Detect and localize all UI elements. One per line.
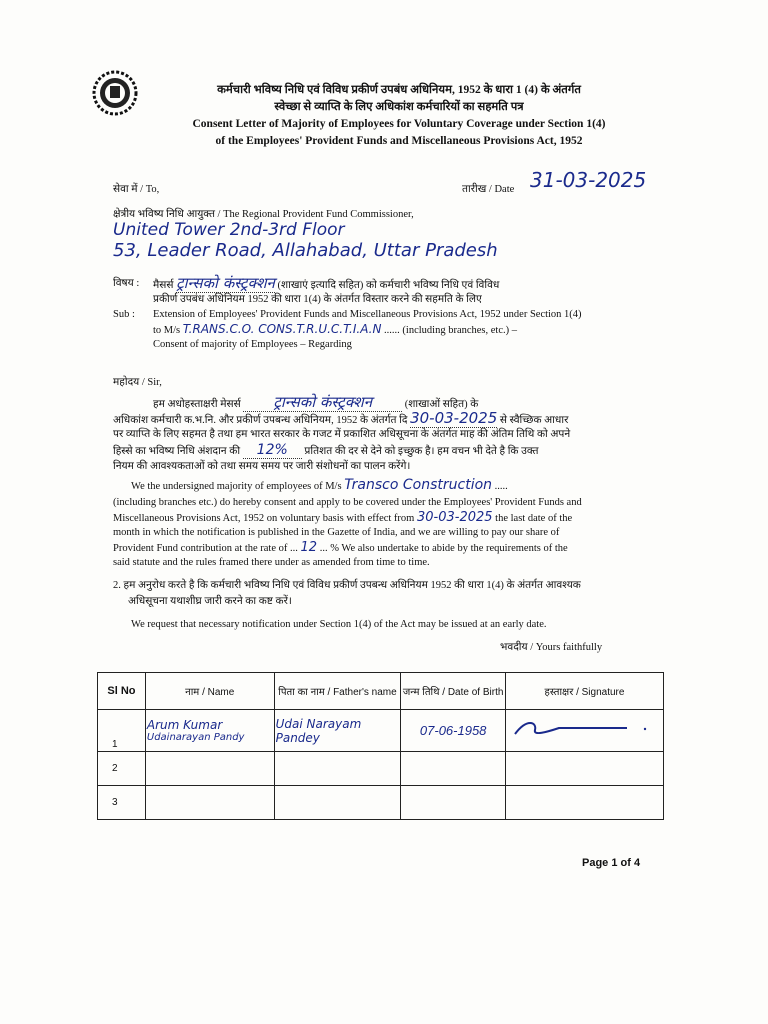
sl-cell: 3 [98,786,146,820]
hindi-para-firm: ट्रान्सको कंस्ट्रक्शन [243,393,402,412]
eng-para-l5-prefix: Provident Fund contribution at the rate of ... [113,543,298,554]
subject-eng-line1: Extension of Employees' Provident Funds and Miscellaneous Provisions Act, 1952 under Section 1(4) [153,309,582,320]
subject-eng-rest: ...... (including branches, etc.) – [384,325,518,336]
signature-cell [506,710,664,752]
table-header-row [98,673,664,710]
table-row [98,710,664,752]
hindi-para-rate: 12% [243,442,302,459]
subject-eng-firm: T.RANS.C.O. CONS.T.R.U.C.T.I.A.N [182,322,382,336]
hindi-request-l2: अधिसूचना यथाशीघ्र जारी करने का कष्ट करें। [128,596,292,607]
eng-para-l5-suffix: ... % We also undertake to abide by the requirements of the [319,543,568,554]
commissioner-line: क्षेत्रीय भविष्य निधि आयुक्त / The Regional Provident Fund Commissioner, [113,209,414,220]
header-hindi-line2: स्वेच्छा से व्याप्ति के लिए अधिकांश कर्मचारियों का सहमति पत्र [274,101,524,113]
subject-eng-label: Sub : [113,309,135,320]
father-line2: Pandey [275,730,320,745]
hindi-para-date: 30-03-2025 [410,409,498,427]
subject-eng-line3: Consent of majority of Employees – Regarding [153,339,352,350]
hindi-para-l1-prefix: हम अधोहस्ताक्षरी मेसर्स [153,399,241,410]
signature-cell [506,752,664,786]
eng-para-rate: 12 [300,540,318,555]
subject-hindi-prefix: मैसर्स [153,280,174,291]
father-line1: Udai Narayam [275,716,362,731]
name-line2: Udainarayan Pandy [146,732,245,743]
eng-para-firm: Transco Construction [344,477,493,493]
header-hindi-line1: कर्मचारी भविष्य निधि एवं विविध प्रकीर्ण उपबंध अधिनियम, 1952 के धारा 1 (4) के अंतर्गत [217,84,581,96]
eng-para-l1-suffix: ..... [494,481,508,492]
employee-table [97,672,664,820]
subject-hindi-label: विषय : [113,278,140,289]
name-cell [145,786,274,820]
address-line1: United Tower 2nd-3rd Floor [113,220,345,240]
dob-cell [401,786,506,820]
closing: भवदीय / Yours faithfully [500,642,603,653]
header-father-name: पिता का नाम / Father's name [274,673,401,710]
to-label: सेवा में / To, [113,184,160,195]
dob-cell [401,752,506,786]
header-sl-no: Sl No [98,673,146,710]
signature-scribble-icon [507,714,657,744]
date-label: तारीख / Date [462,184,515,195]
hindi-para-l4-suffix: प्रतिशत की दर से देने को इच्छुक है। हम वचन भी देते है कि उक्त [304,446,539,457]
header-english-line2: of the Employees' Provident Funds and Miscellaneous Provisions Act, 1952 [215,135,583,147]
table-row [98,752,664,786]
subject-hindi-line2: प्रकीर्ण उपबंध अधिनियम 1952 की धारा 1(4) के अंतर्गत विस्तार करने की सहमति के लिए [153,294,482,305]
sl-cell: 2 [98,752,146,786]
father-cell [274,786,401,820]
page-number: Page 1 of 4 [582,857,641,869]
sl-cell: 1 [98,710,146,752]
name-cell [145,752,274,786]
eng-para-l1-prefix: We the undersigned majority of employees of M/s [131,481,342,492]
hindi-para-l2-suffix: से स्वैच्छिक आधार [499,415,569,426]
header-name: नाम / Name [145,673,274,710]
eng-para-date: 30-03-2025 [416,510,493,525]
father-cell [274,752,401,786]
eng-para-l3-prefix: Miscellaneous Provisions Act, 1952 on voluntary basis with effect from [113,513,415,524]
address-line2: 53, Leader Road, Allahabad, Uttar Pradesh [113,240,498,261]
dob-cell: 07-06-1958 [401,710,506,752]
hindi-para-l3: पर व्याप्ति के लिए सहमत है तथा हम भारत सरकार के गजट में प्रकाशित अधिसूचना के अंतर्गत माह की अंतिम तिथि को अपने [113,429,571,440]
eng-para-l2: (including branches etc.) do hereby consent and apply to be covered under the Employees' Provident Funds and [113,497,582,508]
table-row [98,786,664,820]
eng-para-l4: month in which the notification is published in the Gazette of India, and we are willing to pay our share of [113,527,560,538]
hindi-request-l1: 2. हम अनुरोध करते है कि कर्मचारी भविष्य निधि एवं विविध प्रकीर्ण उपबन्ध अधिनियम 1952 की धारा 1(4) के अंतर्गत आवश्यक [113,580,581,591]
hindi-para-l2-prefix: अधिकांश कर्मचारी क.भ.नि. और प्रकीर्ण उपबन्ध अधिनियम, 1952 के अंतर्गत दि [113,415,408,426]
header-signature: हस्ताक्षर / Signature [506,673,664,710]
hindi-para-l4-prefix: हिस्से का भविष्य निधि अंशदान की [113,446,241,457]
eng-request: We request that necessary notification under Section 1(4) of the Act may be issued at an early date. [131,619,547,630]
subject-hindi-rest: (शाखाएं इत्यादि सहित) को कर्मचारी भविष्य निधि एवं विविध [277,280,500,291]
eng-para-l3-suffix: the last date of the [495,513,573,524]
header-english-line1: Consent Letter of Majority of Employees for Voluntary Coverage under Section 1(4) [192,118,606,130]
header-dob: जन्म तिथि / Date of Birth [401,673,506,710]
name-line1: Arum Kumar [146,718,223,732]
eng-para-l6: said statute and the rules framed there under as amended from time to time. [113,557,430,568]
date-value: 31-03-2025 [530,168,647,192]
hindi-para-l1-suffix: (शाखाओं सहित) के [404,399,479,410]
salutation: महोदय / Sir, [113,377,162,388]
subject-eng-to: to M/s [153,325,181,336]
hindi-para-l5: नियम की आवश्यकताओं को तथा समय समय पर जारी संशोधनों का पालन करेंगे। [113,461,411,472]
father-cell [274,710,401,752]
signature-cell [506,786,664,820]
name-cell [145,710,274,752]
subject-hindi-firm: ट्रान्सको कंस्ट्रक्शन [176,274,275,292]
